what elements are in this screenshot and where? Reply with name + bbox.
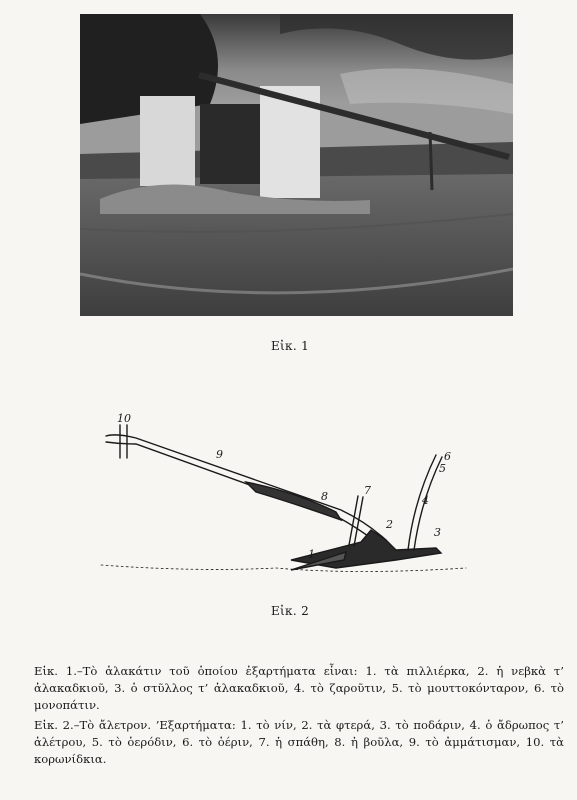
figure-2-note: Εἰκ. 2.–Τὸ ἄλετρον. ’Εξαρτήματα: 1. τὸ νίν, 2. τὰ φτερά, 3. τὸ ποδάριν, 4. ὁ ἄδρωπος τ’ ἀλέτρου, 5. τὸ ὁερόδιν, 6. τὸ ὁέριν, 7. ἡ σπάθη, 8. ἡ βοῦλα, 9. τὸ ἀμμάτισμαν, 10. τὰ κορωνίδκια. [34,718,564,766]
part-label-10: 10 [117,412,131,425]
figure-2-plough-drawing [96,400,476,585]
figure-1-note: Εἰκ. 1.–Τὸ ἁλακάτιν τοῦ ὁποίου ἐξαρτήματα εἶναι: 1. τὰ πιλλιέρκα, 2. ἡ νεβκὰ τ’ ἁλακαδκιοῦ, 3. ὁ στῦλλος τ’ ἁλακαδκιοῦ, 4. τὸ ζαροῦτιν, 5. τὸ μουττοκόνταρον, 6. τὸ μονοπάτιν. [34,664,564,712]
figure-1-caption: Εἰκ. 1 [270,339,310,353]
part-label-1: 1 [308,548,315,561]
beam-line-lower [106,442,379,544]
figure-2-caption: Εἰκ. 2 [270,604,310,618]
beam-line [106,435,386,540]
part-label-3: 3 [434,526,441,539]
spathe-line [349,496,358,545]
part-label-8: 8 [321,490,328,503]
figure-notes [34,663,564,771]
part-label-6: 6 [444,450,451,463]
part-label-9: 9 [216,448,223,461]
part-label-2: 2 [386,518,393,531]
ground-line [101,565,466,572]
part-label-7: 7 [364,484,371,497]
part-label-4: 4 [422,494,429,507]
part-label-5: 5 [439,462,446,475]
figure-1-photo [80,14,513,316]
photo-scene [80,14,513,316]
